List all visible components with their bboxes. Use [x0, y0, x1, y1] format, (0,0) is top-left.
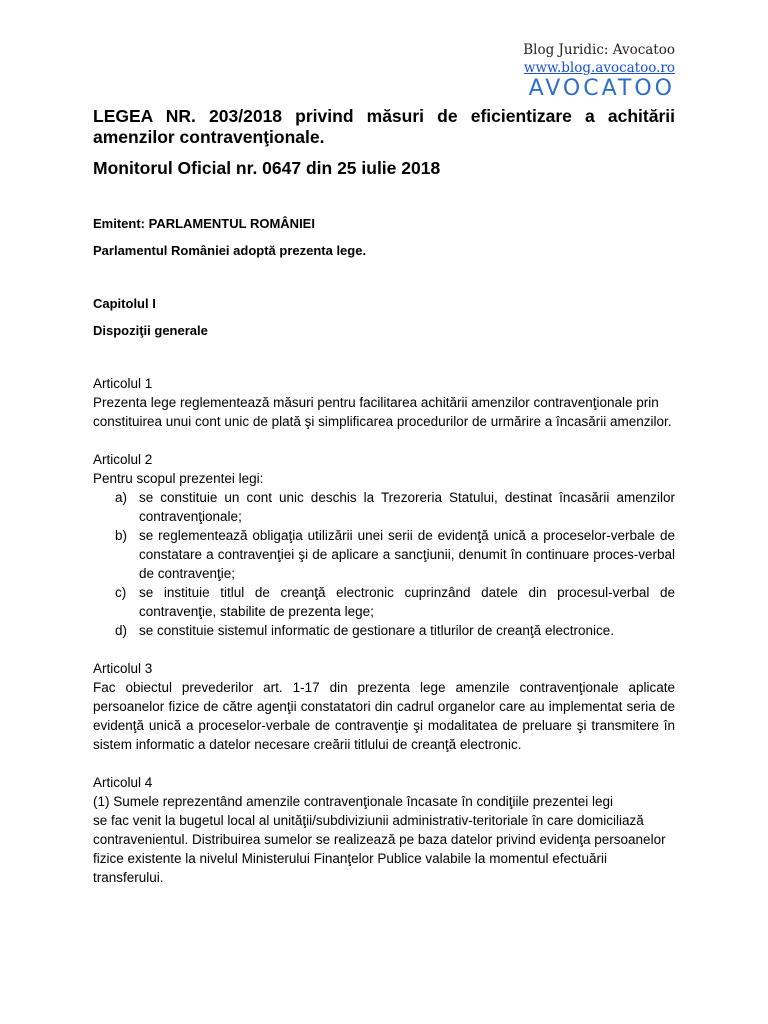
list-item: [93, 488, 675, 526]
blog-header: [523, 42, 675, 100]
article-1: [93, 374, 675, 431]
blog-url-link[interactable]: www.blog.avocatoo.ro: [523, 60, 675, 76]
chapter-title: Dispoziţii generale: [93, 323, 208, 338]
article-title: Articolul 1: [93, 376, 153, 391]
list-item-label: c): [115, 585, 127, 600]
article-text: Prezenta lege reglementează măsuri pentru facilitarea achitării amenzilor contravenţionale prin constituirea unui cont unic de plată şi simplificarea procedurilor de urmărire a încasării amenzilor.: [93, 395, 672, 429]
list-item-text: se constituie sistemul informatic de gestionare a titlurilor de creanţă electronice.: [139, 623, 614, 638]
list-item-text: se constituie un cont unic deschis la Trezoreria Statului, destinat încasării amenzilor contravenţionale;: [139, 490, 675, 524]
list-item: [93, 526, 675, 583]
emitent-line: Emitent: PARLAMENTUL ROMÂNIEI: [93, 216, 315, 231]
article-2-list: [93, 488, 675, 640]
article-title: Articolul 4: [93, 775, 153, 790]
adoption-line: Parlamentul României adoptă prezenta lege.: [93, 243, 367, 258]
article-intro: Pentru scopul prezentei legi:: [93, 471, 264, 486]
list-item-label: b): [115, 528, 128, 543]
article-3: [93, 659, 675, 754]
article-title: Articolul 3: [93, 661, 153, 676]
list-item-label: d): [115, 623, 128, 638]
article-text: Fac obiectul prevederilor art. 1-17 din prezenta lege amenzile contravenţionale aplicate persoanelor fizice de către agenţii constatatori din cadrul organelor care au implementat seria de evidenţă unică a proceselor-verbale de contravenţie şi modalitatea de preluare şi transmitere în sistem informatic a datelor necesare creării titlului de creanţă electronic.: [93, 680, 675, 752]
list-item: [93, 583, 675, 621]
chapter-number: Capitolul I: [93, 296, 156, 311]
law-title: LEGEA NR. 203/2018 privind măsuri de eficientizare a achitării amenzilor contravenţionale.: [93, 106, 675, 147]
monitor-oficial-line: Monitorul Oficial nr. 0647 din 25 iulie 2018: [93, 158, 441, 178]
avocatoo-logo: AVOCATOO: [528, 76, 675, 101]
blog-title: Blog Juridic: Avocatoo: [523, 42, 675, 58]
article-paragraph-1-body: se fac venit la bugetul local al unităţii/subdiviziunii administrativ-teritoriale în care domiciliază contravenientul. Distribuirea sumelor se realizează pe baza datelor privind evidenţa persoanelor fizice existente la nivelul Ministerului Finanţelor Publice valabile la momentul efectuării transferului.: [93, 813, 666, 885]
list-item-text: se reglementează obligaţia utilizării unei serii de evidenţă unică a proceselor-verbale de constatare a contravenţiei şi de aplicare a sancţiunii, denumit în continuare proces-verbal de contravenţie;: [139, 528, 675, 581]
article-title: Articolul 2: [93, 452, 153, 467]
document-body: [93, 106, 675, 887]
list-item-text: se instituie titlul de creanţă electronic cuprinzând datele din procesul-verbal de contravenţie, stabilite de prezenta lege;: [139, 585, 675, 619]
article-paragraph-1-lead: (1) Sumele reprezentând amenzile contravenţionale încasate în condiţiile prezentei legi: [93, 794, 614, 809]
list-item: [93, 621, 675, 640]
list-item-label: a): [115, 490, 128, 505]
article-4: [93, 773, 675, 887]
article-2: [93, 450, 675, 640]
